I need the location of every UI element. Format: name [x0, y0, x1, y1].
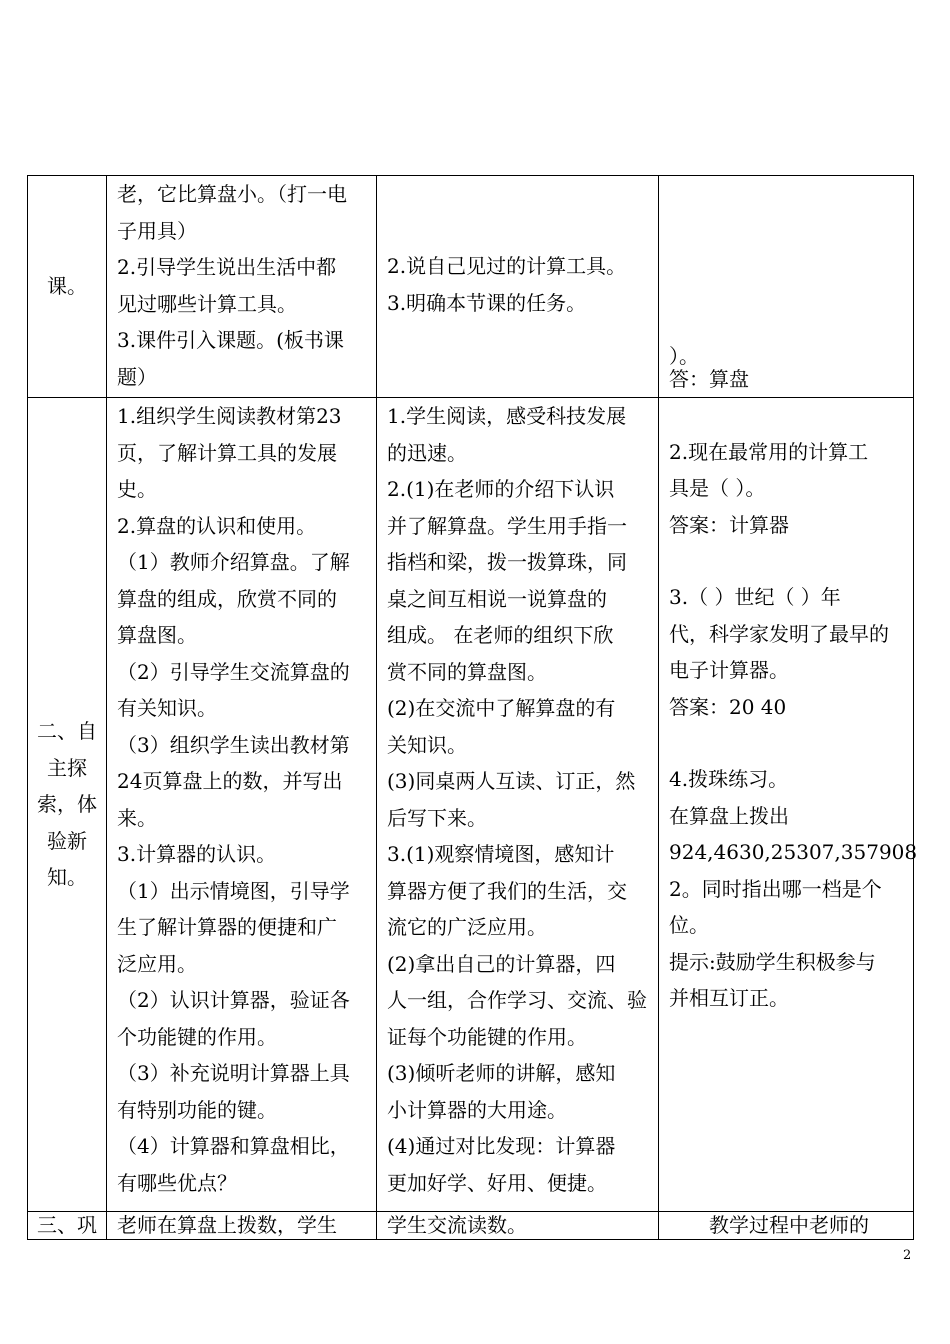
stage-text: 二、自 [37, 719, 97, 744]
stage-text: 验新 [47, 828, 87, 853]
notes-line: 在算盘上拨出 [669, 803, 789, 828]
lesson-plan-table [27, 175, 918, 1240]
teacher-line: 老，它比算盘小。（打一电 [117, 182, 347, 206]
stage-text: 知。 [47, 865, 87, 890]
notes-line: 答：算盘 [669, 367, 749, 391]
teacher-line: 有特别功能的键。 [117, 1097, 277, 1122]
notes-cell [659, 367, 918, 1212]
student-line: 2.说自己见过的计算工具。 [387, 254, 627, 278]
stage-cell [28, 1212, 107, 1240]
teacher-line: 有关知识。 [117, 696, 217, 720]
teacher-line: 生了解计算器的便捷和广 [117, 915, 337, 939]
student-line: 组成。 在老师的组织下欣 [387, 623, 614, 647]
page-number: 2 [903, 1248, 912, 1263]
student-line: (2)在交流中了解算盘的有 [387, 696, 616, 720]
stage-text: 三、巩 [37, 1213, 97, 1237]
student-line: 流它的广泛应用。 [387, 915, 547, 939]
teacher-line: 见过哪些计算工具。 [117, 291, 297, 316]
stage-cell [28, 176, 107, 398]
student-line: 赏不同的算盘图。 [387, 659, 547, 684]
student-line: 更加好学、好用、便捷。 [387, 1170, 607, 1195]
teacher-line: 有哪些优点？ [117, 1170, 237, 1195]
teacher-line: 题） [117, 364, 157, 389]
teacher-line: 子用具） [117, 218, 197, 243]
student-line: (2)拿出自己的计算器，四 [387, 951, 616, 976]
teacher-line: （3）补充说明计算器上具 [117, 1061, 350, 1085]
teacher-line: 2.引导学生说出生活中都 [117, 255, 337, 279]
student-line: (3)同桌两人互读、订正，然 [387, 769, 636, 793]
teacher-activity-cell [107, 176, 377, 398]
student-line: 证每个功能键的作用。 [387, 1024, 587, 1049]
stage-text: 课。 [47, 274, 87, 299]
student-line: 的迅速。 [387, 440, 467, 465]
teacher-line: 来。 [117, 805, 157, 830]
teacher-activity-cell [107, 1212, 377, 1240]
notes-line: 提示:鼓励学生积极参与 [669, 949, 876, 974]
teacher-line: （3）组织学生读出教材第 [117, 732, 350, 757]
stage-text: 索，体 [37, 792, 97, 817]
teacher-line: 2.算盘的认识和使用。 [117, 513, 317, 538]
notes-line: ）。 [669, 344, 699, 368]
notes-line: 3.（ ）世纪（ ）年 [669, 585, 841, 609]
student-line: 人一组，合作学习、交流、验 [387, 988, 647, 1012]
student-activity-cell [377, 398, 659, 1212]
stage-text: 主探 [47, 755, 87, 780]
notes-line: 位。 [669, 913, 709, 937]
student-line: (4)通过对比发现：计算器 [387, 1134, 616, 1158]
student-line: 学生交流读数。 [387, 1213, 527, 1237]
student-line: 2.(1)在老师的介绍下认识 [387, 477, 615, 501]
notes-line: 教学过程中老师的 [709, 1213, 869, 1237]
student-line: 并了解算盘。学生用手指一 [387, 513, 627, 538]
teacher-line: （2）引导学生交流算盘的 [117, 659, 350, 684]
student-line: 3.明确本节课的任务。 [387, 290, 587, 315]
teacher-line: 3.计算器的认识。 [117, 842, 277, 866]
notes-line: 4.拨珠练习。 [669, 767, 789, 791]
student-line: 算器方便了我们的生活，交 [387, 878, 627, 903]
teacher-line: 24页算盘上的数，并写出 [117, 769, 343, 793]
notes-line: 2.现在最常用的计算工 [669, 439, 869, 464]
teacher-line: 1.组织学生阅读教材第23 [117, 404, 342, 428]
notes-line: 并相互订正。 [669, 986, 789, 1010]
notes-line: 代，科学家发明了最早的 [669, 621, 889, 646]
teacher-line: 页，了解计算工具的发展 [117, 440, 337, 465]
student-line: 3.(1)观察情境图，感知计 [387, 842, 615, 866]
student-activity-cell [377, 1212, 659, 1240]
teacher-line: 泛应用。 [117, 951, 197, 976]
notes-line: 具是（ ）。 [669, 476, 766, 500]
student-activity-cell [377, 176, 659, 398]
student-line: 关知识。 [387, 732, 467, 757]
teacher-line: （2）认识计算器，验证各 [117, 988, 350, 1012]
student-line: 小计算器的大用途。 [387, 1097, 567, 1122]
student-line: 桌之间互相说一说算盘的 [387, 586, 607, 611]
notes-line: 2。同时指出哪一档是个 [669, 876, 882, 901]
student-line: 指档和梁，拨一拨算珠，同 [387, 550, 627, 574]
teacher-line: 3.课件引入课题。(板书课 [117, 328, 344, 352]
table-row [28, 1212, 914, 1240]
table-row [28, 398, 914, 1212]
teacher-line: （1）出示情境图，引导学 [117, 878, 350, 903]
teacher-line: 史。 [117, 477, 157, 501]
notes-line: 答案：计算器 [669, 512, 789, 537]
student-line: 1.学生阅读，感受科技发展 [387, 404, 627, 428]
teacher-activity-cell [107, 398, 377, 1212]
teacher-line: 算盘图。 [117, 623, 197, 647]
notes-cell [659, 1212, 914, 1240]
notes-line: 电子计算器。 [669, 658, 789, 682]
teacher-line: 个功能键的作用。 [117, 1024, 277, 1049]
notes-line: 答案：20 40 [669, 694, 787, 719]
notes-line: 924,4630,25307,357908 [669, 840, 918, 864]
teacher-line: 老师在算盘上拨数，学生 [117, 1213, 337, 1237]
student-line: (3)倾听老师的讲解，感知 [387, 1061, 616, 1085]
stage-cell [28, 398, 107, 1212]
teacher-line: （1）教师介绍算盘。了解 [117, 550, 350, 574]
teacher-line: 算盘的组成，欣赏不同的 [117, 586, 337, 611]
teacher-line: （4）计算器和算盘相比， [117, 1134, 350, 1158]
student-line: 后写下来。 [387, 805, 487, 830]
